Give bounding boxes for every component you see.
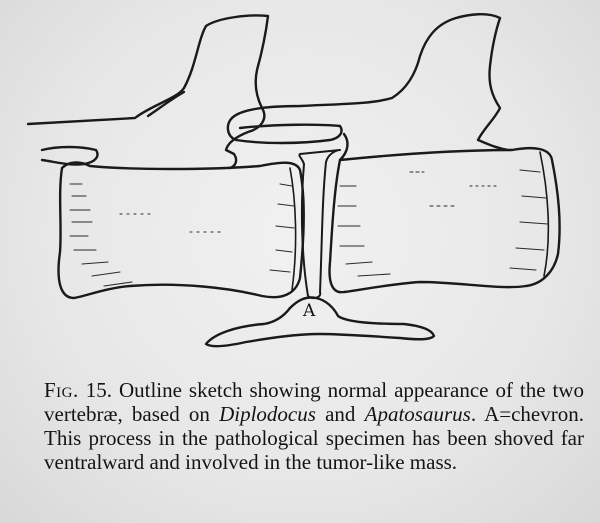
caption-and: and: [325, 402, 356, 426]
left-centrum: [59, 163, 304, 299]
figure-caption: [44, 378, 584, 474]
caption-part2: . A=chevron. This process in the pathological specimen has been shoved far ventralward and involved in the tumor-like mass.: [44, 402, 584, 474]
right-postzygapophysis: [228, 118, 342, 143]
fig-label: Fig.: [44, 378, 79, 402]
connecting-pillar: [299, 150, 340, 298]
caption-text: [44, 378, 584, 474]
chevron-label: A: [303, 301, 316, 321]
left-prezygapophysis: [42, 147, 98, 165]
left-neural-spine: [28, 15, 268, 168]
right-centrum: [330, 148, 560, 292]
chevron-outline: [206, 297, 434, 346]
genus-apatosaurus: Apatosaurus: [364, 402, 471, 426]
shading-strokes: [70, 170, 548, 286]
right-centrum-edge: [540, 152, 548, 276]
genus-diplodocus: Diplodocus: [219, 402, 316, 426]
right-arch: [340, 134, 347, 160]
fig-number: 15.: [85, 378, 112, 402]
caption-part1: Outline sketch showing normal appearance of the two vertebræ, based on: [44, 378, 585, 426]
right-neural-spine: [232, 14, 508, 150]
left-spine-inner: [148, 92, 184, 116]
